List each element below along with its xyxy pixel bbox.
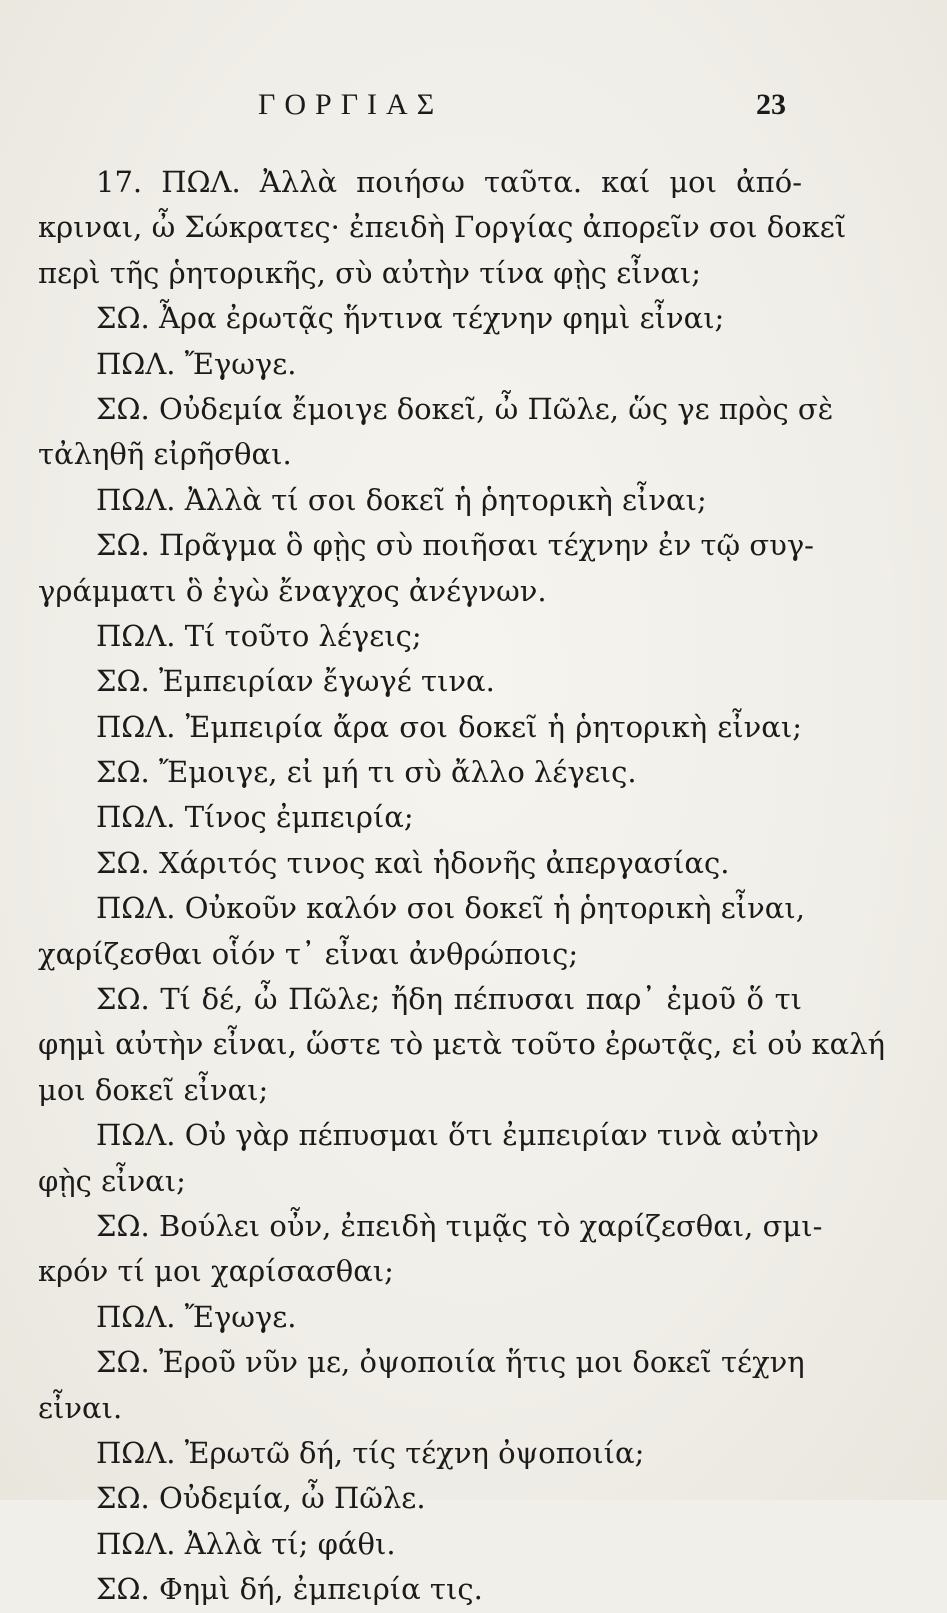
text-line: φημὶ αὐτὴν εἶναι, ὥστε τὸ μετὰ τοῦτο ἐρωτᾷς, εἰ οὐ καλή (38, 1027, 885, 1062)
text-line: ΠΩΛ. Ἔγωγε. (96, 1299, 297, 1334)
text-line: ΣΩ. Οὐδεμία, ὦ Πῶλε. (96, 1481, 426, 1516)
page-number: 23 (756, 88, 786, 121)
text-line: ΠΩΛ. Τί τοῦτο λέγεις; (96, 618, 422, 653)
text-line: ΣΩ. Τί δέ, ὦ Πῶλε; ἤδη πέπυσαι παρ᾽ ἐμοῦ ὅ τι (96, 982, 802, 1017)
text-line: ΣΩ. Πρᾶγμα ὃ φῂς σὺ ποιῆσαι τέχνην ἐν τῷ συγ- (96, 528, 814, 563)
text-line: τἀληθῆ εἰρῆσθαι. (38, 437, 292, 472)
text-line: εἶναι. (38, 1390, 123, 1425)
text-line: ΣΩ. Ἆρα ἐρωτᾷς ἥντινα τέχνην φημὶ εἶναι; (96, 301, 725, 336)
text-line: ΠΩΛ. Οὐκοῦν καλόν σοι δοκεῖ ἡ ῥητορικὴ εἶναι, (96, 891, 805, 926)
text-line: ΣΩ. Ἔμοιγε, εἰ μή τι σὺ ἄλλο λέγεις. (96, 755, 637, 790)
running-head (0, 88, 947, 128)
text-line: ΣΩ. Φημὶ δή, ἐμπειρία τις. (96, 1572, 483, 1607)
text-line: ΣΩ. Βούλει οὖν, ἐπειδὴ τιμᾷς τὸ χαρίζεσθαι, σμι- (96, 1208, 823, 1243)
dialogue-text (38, 160, 885, 1613)
text-line: ΠΩΛ. Ἐρωτῶ δή, τίς τέχνη ὀψοποιία; (96, 1435, 645, 1470)
running-title: ΓΟΡΓΙΑΣ (258, 88, 444, 121)
text-line: ΠΩΛ. Ἐμπειρία ἄρα σοι δοκεῖ ἡ ῥητορικὴ εἶναι; (96, 709, 802, 744)
text-line: φῂς εἶναι; (38, 1163, 186, 1198)
text-line: 17. ΠΩΛ. Ἀλλὰ ποιήσω ταῦτα. καί μοι ἀπό- (96, 165, 802, 199)
text-line: ΣΩ. Χάριτός τινος καὶ ἡδονῆς ἀπεργασίας. (96, 845, 730, 880)
text-line: μοι δοκεῖ εἶναι; (38, 1072, 269, 1107)
text-line: ΠΩΛ. Τίνος ἐμπειρία; (96, 800, 414, 835)
text-line: χαρίζεσθαι οἷόν τ᾽ εἶναι ἀνθρώποις; (38, 936, 579, 971)
text-line: ΠΩΛ. Ἀλλὰ τί σοι δοκεῖ ἡ ῥητορικὴ εἶναι; (96, 482, 707, 517)
text-line: κριναι, ὦ Σώκρατες· ἐπειδὴ Γοργίας ἀπορεῖν σοι δοκεῖ (38, 210, 847, 245)
text-line: ΠΩΛ. Ἔγωγε. (96, 346, 297, 381)
text-line: ΣΩ. Οὐδεμία ἔμοιγε δοκεῖ, ὦ Πῶλε, ὥς γε πρὸς σὲ (96, 391, 834, 426)
text-line: ΣΩ. Ἐροῦ νῦν με, ὀψοποιία ἥτις μοι δοκεῖ τέχνη (96, 1345, 805, 1380)
text-line: περὶ τῆς ῥητορικῆς, σὺ αὐτὴν τίνα φῂς εἶναι; (38, 255, 701, 290)
text-line: ΣΩ. Ἐμπειρίαν ἔγωγέ τινα. (96, 664, 495, 699)
text-line: ΠΩΛ. Οὐ γὰρ πέπυσμαι ὅτι ἐμπειρίαν τινὰ αὐτὴν (96, 1118, 820, 1153)
text-line: ΠΩΛ. Ἀλλὰ τί; φάθι. (96, 1526, 396, 1561)
text-line: κρόν τί μοι χαρίσασθαι; (38, 1254, 394, 1289)
text-line: γράμματι ὃ ἐγὼ ἔναγχος ἀνέγνων. (38, 573, 547, 608)
